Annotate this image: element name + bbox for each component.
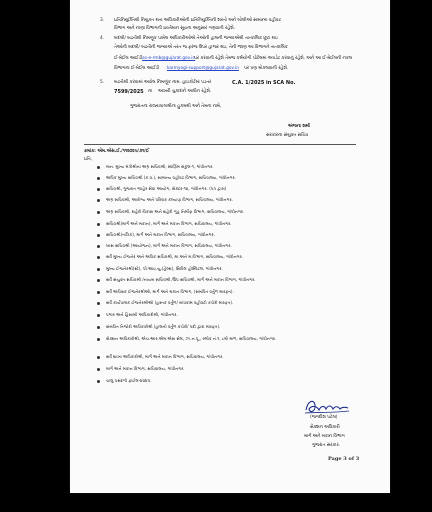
recipient-item: સર્વે શાખા અધિકારીશ્રી, માર્ગ અને મકાન વિભાગ, સચિવાલય, ગાંધીનગર.: [106, 354, 224, 359]
recipient-item: પગાર અને હિસાબી અધિકારીશ્રી, ગાંધીનગર.: [106, 312, 178, 317]
recipient-item: સર્વે સંયુક્ત સચિવશ્રી /નાયબ સચિવશ્રી /ઉપ સચિવશ્રી, માર્ગ અને મકાન વિભાગ, ગાંધીનગર.: [106, 277, 256, 282]
recipient-item: સચિવશ્રી, ગુજરાત જાહેર સેવા આયોગ, સેક્ટર-૧૦, ગાંધીનગર. (પત્ર દ્વારા): [106, 186, 227, 191]
para-3-number: 3.: [100, 18, 105, 23]
bullet-icon: [97, 279, 100, 282]
bullet-icon: [97, 245, 100, 248]
recipient-item: મુખ્ય ઈજનેરશ્રી(સ્ટે), પી.આઇ.યુ.(હેલ્થ), સિવિલ હોસ્પિટલ, ગાંધીનગર.: [106, 266, 223, 271]
recipient-item: અગ્ર સચિવશ્રી, શહેરી વિકાસ અને શહેરી ગૃહ નિર્માણ વિભાગ, સચિવાલય, ગાંધીનગર.: [106, 209, 245, 214]
recipient-item: સર્વે મુખ્ય ઈજનેર અને અધિક સચિવશ્રી, મા.અને મ.વિભાગ, સચિવાલય, ગાંધીનગર.: [106, 254, 244, 259]
page-label: Page 3 of 3: [328, 456, 360, 462]
case-sca-number: 7599/2025: [114, 89, 144, 95]
para-5-line-1: બઢતીથી કરવામાં આવેલ નિમણૂંક નામ. હાઇકોર્ટમાં પડતર: [114, 80, 212, 85]
email-label: ઈ-મેઈલ આઈડી: [114, 56, 143, 61]
bullet-icon: [97, 314, 100, 317]
email-link-1[interactable]: so-e-rmb@gujarat.gov.in: [142, 56, 196, 61]
bullet-icon: [97, 268, 100, 271]
recipient-item: સંબંધિત તિજોરી અધિકારીશ્રી (હાલની વર્તુળ કચેરી/ પદો દ્વારા મારફત).: [106, 324, 221, 329]
bullet-icon: [97, 211, 100, 214]
para-5-number: 5.: [100, 80, 105, 85]
para-3-line-1: પ્રતિનિયુક્તિથી નિયુક્ત થતા અધિકારીઓની પ્રતિનિયુક્તિની શરતો અને બોલીઓ સામાન્ય વહીવટ: [114, 18, 281, 23]
bullet-icon: [97, 223, 100, 226]
recipient-item: સચિવશ્રી(તાંત્રિક), માર્ગ અને મકાન વિભાગ, સચિવાલય, ગાંધીનગર.: [106, 232, 215, 237]
prati-label: પ્રતિ,: [84, 157, 92, 162]
signatory-bottom-name: (જગદીશ પટેલ): [310, 415, 338, 420]
signatory-top-title: સરકારના સંયુક્ત સચિવ: [266, 133, 309, 138]
para-5-line-2: આખરી ચુકાદાને આધીન રહેશે.: [158, 89, 212, 94]
signatory-bottom-dept: માર્ગ અને મકાન વિભાગ: [304, 434, 345, 439]
email-line-1-rest: પર કરવાની રહેશે તેમજ કર્મયોગી પોર્ટલમાં અપડેટ કરવાનું રહેશે. અને આ ઈ-મેઈલની નકલ: [194, 56, 352, 61]
divider-top: [84, 144, 356, 145]
reference-number: ક્રમાંક: એમ.એસ.ઈ./૧૧૨૦૨૫/૭૧/ઈ: [84, 149, 149, 154]
bullet-icon: [97, 256, 100, 259]
recipient-item: સર્વે કાર્યપાલક ઈજનેરશ્રીઓ (હસ્તક વર્તુળ/ બાંધકામ વહીવટી કચેરી મારફત).: [106, 300, 234, 305]
recipient-item: સચિવશ્રી(માર્ગ અને મકાન), માર્ગ અને મકાન વિભાગ, સચિવાલય, ગાંધીનગર.: [106, 221, 232, 226]
bullet-icon: [97, 380, 100, 383]
recipient-item: અગ્ર સચિવશ્રી, આરોગ્ય અને પરિવાર કલ્યાણ વિભાગ, સચિવાલય, ગાંધીનગર.: [106, 197, 233, 202]
email-link-2[interactable]: karmyogi-support@gujarat.gov.in: [167, 66, 239, 71]
bullet-icon: [97, 291, 100, 294]
recipient-item: ખાસ સચિવશ્રી (આયોજન), માર્ગ અને મકાન વિભાગ, સચિવાલય, ગાંધીનગર.: [106, 243, 232, 248]
case-sca: in SCA No.: [266, 79, 296, 86]
bullet-icon: [97, 177, 100, 180]
bullet-icon: [97, 338, 100, 341]
email-line-2-label: વિભાગના ઈ-મેઈલ આઈડી: [114, 66, 160, 71]
signatory-bottom-title: સેક્શન અધિકારી: [310, 425, 340, 430]
case-civil-app: C.A. 1/2025: [232, 79, 265, 86]
bullet-icon: [97, 199, 100, 202]
bullet-icon: [97, 188, 100, 191]
recipient-item: ચાલુ પસંદગી ફાઈલ-૪૦૪૫.: [106, 378, 152, 383]
para-4-line-1: બદલી/ બઢતીથી નિમણૂક પામેલ અધિકારીઓએ તેઓની હાલની જગ્યાએથી તાત્કાલિક છૂટા થઇ: [114, 36, 278, 41]
para-3-line-2: વિભાગ અને નાણા વિભાગની પ્રવર્તમાન સૂચના અનુસાર ગણવાની રહેશે.: [114, 26, 235, 31]
bullet-icon: [97, 166, 100, 169]
email-line-2-rest: પર પણ મોકલવાની રહેશે.: [244, 66, 289, 71]
bullet-icon: [97, 356, 100, 359]
bullet-icon: [97, 302, 100, 305]
para-4-number: 4.: [100, 36, 105, 41]
bullet-icon: [97, 368, 100, 371]
signatory-bottom-state: ગુજરાત સરકાર.: [312, 443, 341, 448]
order-line: ગુજરાતના રાજ્યપાલશ્રીના હુકમથી અને તેમના નામે,: [130, 104, 222, 109]
bullet-icon: [97, 234, 100, 237]
recipient-item: માર્ગ અને મકાન વિભાગ, સચિવાલય, ગાંધીનગર.: [106, 366, 185, 371]
recipient-item: અધિક મુખ્ય સચિવશ્રી (ક.વ.), સામાન્ય વહીવટ વિભાગ, સચિવાલય, ગાંધીનગર.: [106, 175, 236, 180]
para-4-line-2: તેઓની બદલી/ બઢતીની જગ્યાએ તરત જ ફરજ ઉપર હાજર થઇ, તેની જાણ આ વિભાગને તાત્કાલિક: [114, 45, 288, 50]
bullet-icon: [97, 326, 100, 329]
document-page: [70, 0, 390, 493]
recipient-item: સર્વે અધિક્ષક ઈજનેરશ્રીઓ, માર્ગ અને મકાન વિભાગ, (સંબંધિત વર્તુળ મારફત).: [106, 289, 234, 294]
recipient-item: માન. મુખ્ય મંત્રીશ્રીના અગ્ર સચિવશ્રી, સ્વર્ણિમ સંકુલ-૧, ગાંધીનગર.: [106, 164, 214, 169]
signatory-top-name: અંજના શર્મા: [288, 124, 310, 129]
recipient-item: સેક્શન અધિકારીશ્રી, એચ.આર.એમ.એસ સેલ, ઝા.ન.પૂ., બ્લોક નં.૧, ૮મો માળ, સચિવાલય, ગાંધીનગર.: [106, 336, 277, 341]
para-5-connector: ના: [148, 89, 153, 94]
